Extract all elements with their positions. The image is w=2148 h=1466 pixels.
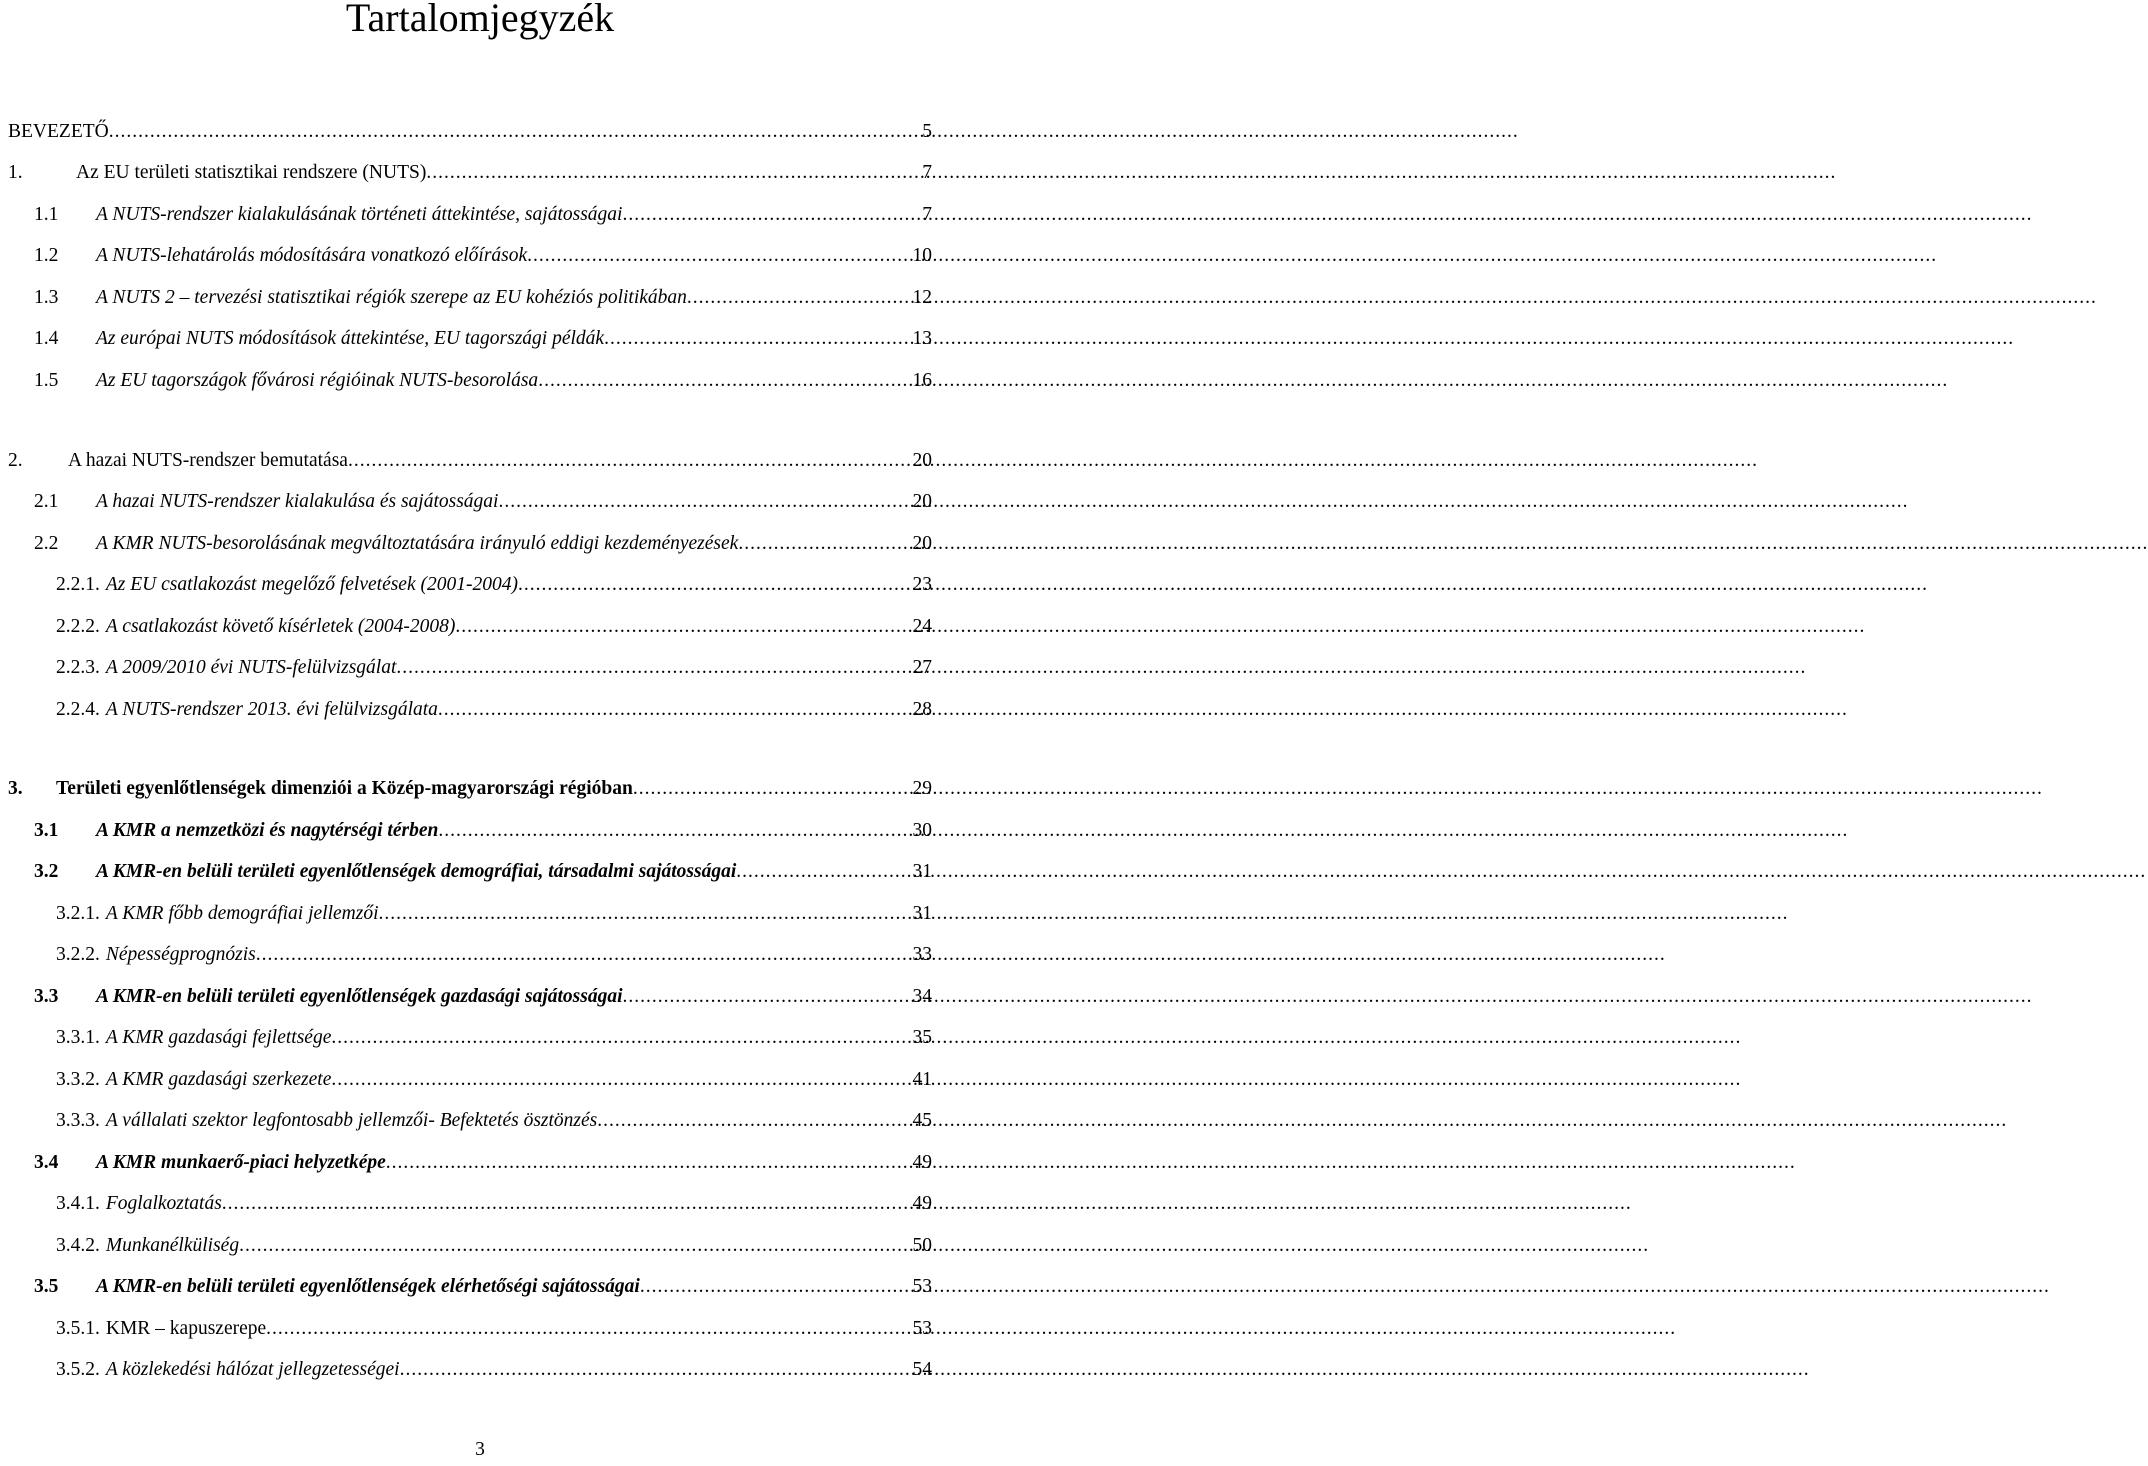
toc-leader-dots: [438, 696, 910, 724]
toc-entry-page: 49: [912, 1193, 932, 1214]
toc-entry-number: 1.3: [34, 287, 59, 308]
toc-entry-title: Foglalkoztatás: [105, 1193, 222, 1214]
toc-entry-title: Az EU csatlakozást megelőző felvetések (2001-2004): [105, 574, 518, 595]
toc-entry-title: A közlekedési hálózat jellegzetességei: [105, 1359, 400, 1380]
toc-entry-number: 2.2.2.: [56, 616, 100, 637]
toc-entry-title: A csatlakozást követő kísérletek (2004-2008): [105, 616, 456, 637]
toc-entry[interactable]: [34, 488, 932, 516]
toc-entry[interactable]: [34, 1149, 932, 1177]
toc-entry[interactable]: [34, 1273, 932, 1301]
toc-entry-number: 2.2.3.: [56, 657, 100, 678]
toc-leader-dots: [386, 1149, 910, 1177]
toc-entry-page: 13: [912, 328, 932, 349]
toc-entry-title: A KMR-en belüli területi egyenlőtlenségek elérhetőségi sajátosságai: [96, 1276, 640, 1297]
toc-entry-page: 28: [912, 699, 932, 720]
toc-entry-page: 34: [912, 986, 932, 1007]
toc-entry-page: 50: [912, 1235, 932, 1256]
toc-entry-page: 20: [912, 491, 932, 512]
toc-entry[interactable]: [34, 983, 932, 1011]
toc-entry-title: KMR – kapuszerepe: [105, 1318, 267, 1339]
toc-leader-dots: [498, 488, 909, 516]
toc-entry-page: 49: [912, 1152, 932, 1173]
toc-entry[interactable]: [56, 654, 932, 682]
toc-entry[interactable]: [56, 613, 932, 641]
toc-leader-dots: [518, 571, 910, 599]
toc-entry[interactable]: [56, 1024, 932, 1052]
toc-entry-title: A NUTS-rendszer 2013. évi felülvizsgálata: [105, 699, 438, 720]
toc-entry[interactable]: [34, 201, 932, 229]
toc-entry-page: 31: [912, 861, 932, 882]
toc-entry-number: 3.5: [34, 1276, 59, 1297]
toc-entry-page: 16: [912, 370, 932, 391]
toc-entry-page: 5: [922, 121, 932, 142]
toc-leader-dots: [622, 201, 919, 229]
toc-entry-page: 12: [912, 287, 932, 308]
toc-entry[interactable]: [34, 858, 932, 886]
toc-entry[interactable]: [56, 571, 932, 599]
toc-entry-number: 3.4.2.: [56, 1235, 100, 1256]
toc-entry-number: 1.1: [34, 204, 59, 225]
toc-entry-page: 45: [912, 1110, 932, 1131]
toc-leader-dots: [109, 118, 920, 146]
toc-entry-number: 3.: [8, 778, 23, 799]
toc-entry-title: A KMR-en belüli területi egyenlőtlenségek demográfiai, társadalmi sajátosságai: [96, 861, 737, 882]
toc-entry-page: 20: [912, 533, 932, 554]
toc-entry-page: 31: [912, 903, 932, 924]
toc-leader-dots: [256, 941, 910, 969]
toc-entry-title: Területi egyenlőtlenségek dimenziói a Közép-magyarországi régióban: [56, 778, 633, 799]
toc-entry-number: 2.2.1.: [56, 574, 100, 595]
toc-entry-page: 53: [912, 1318, 932, 1339]
toc-entry-page: 33: [912, 944, 932, 965]
toc-leader-dots: [604, 325, 909, 353]
toc-entry[interactable]: [56, 1066, 932, 1094]
toc-entry-page: 41: [912, 1069, 932, 1090]
toc-entry-title: Népességprognózis: [105, 944, 256, 965]
toc-entry-number: 3.5.2.: [56, 1359, 100, 1380]
toc-entry-title: A hazai NUTS-rendszer kialakulása és sajátosságai: [96, 491, 499, 512]
toc-entry-number: 3.1: [34, 820, 59, 841]
toc-entry-title: A NUTS-lehatárolás módosítására vonatkozó előírások: [96, 245, 528, 266]
toc-entry-title: A KMR-en belüli területi egyenlőtlenségek gazdasági sajátosságai: [96, 986, 623, 1007]
toc-entry-title: Az EU területi statisztikai rendszere (NUTS): [76, 162, 427, 183]
toc-entry-number: 3.4.1.: [56, 1193, 100, 1214]
toc-entry-page: 7: [922, 162, 932, 183]
toc-entry-title: A KMR a nemzetközi és nagytérségi térben: [96, 820, 439, 841]
toc-entry-page: 29: [912, 778, 932, 799]
toc-entry-number: 3.3.2.: [56, 1069, 100, 1090]
toc-entry[interactable]: [34, 284, 932, 312]
toc-leader-dots: [222, 1190, 910, 1218]
toc-entry-page: 23: [912, 574, 932, 595]
toc-leader-dots: [640, 1273, 910, 1301]
toc-entry[interactable]: [8, 447, 932, 475]
toc-entry-number: 1.: [8, 162, 23, 183]
toc-entry[interactable]: [56, 1356, 932, 1384]
toc-leader-dots: [331, 1024, 909, 1052]
toc-entry-title: A NUTS 2 – tervezési statisztikai régiók szerepe az EU kohéziós politikában: [96, 287, 687, 308]
toc-entry[interactable]: [8, 159, 932, 187]
toc-entry-title: A 2009/2010 évi NUTS-felülvizsgálat: [105, 657, 397, 678]
page-number: 3: [475, 1439, 485, 1460]
toc-entry[interactable]: [34, 325, 932, 353]
toc-entry[interactable]: [34, 530, 932, 558]
toc-entry-number: 1.5: [34, 370, 59, 391]
toc-entry-title: Az EU tagországok fővárosi régióinak NUTS-besorolása: [96, 370, 539, 391]
toc-entry-number: 2.2.4.: [56, 699, 100, 720]
toc-leader-dots: [348, 447, 910, 475]
toc-entry[interactable]: [56, 1232, 932, 1260]
toc-entry[interactable]: [56, 941, 932, 969]
toc-entry-number: 3.5.1.: [56, 1318, 100, 1339]
toc-leader-dots: [438, 817, 909, 845]
toc-entry[interactable]: [56, 1315, 932, 1343]
toc-entry-number: 2.2: [34, 533, 59, 554]
toc-leader-dots: [687, 284, 910, 312]
toc-entry-page: 24: [912, 616, 932, 637]
toc-entry-page: 35: [912, 1027, 932, 1048]
toc-leader-dots: [331, 1066, 909, 1094]
toc-leader-dots: [623, 983, 910, 1011]
toc-entry-number: 3.2.1.: [56, 903, 100, 924]
toc-entry[interactable]: [56, 900, 932, 928]
toc-leader-dots: [426, 159, 919, 187]
toc-entry-title: A KMR főbb demográfiai jellemzői: [105, 903, 379, 924]
toc-entry-number: 2.: [8, 450, 23, 471]
toc-entry-number: 3.3: [34, 986, 59, 1007]
toc-entry[interactable]: [56, 696, 932, 724]
toc-entry[interactable]: [34, 242, 932, 270]
toc-entry[interactable]: [8, 775, 932, 803]
toc-entry-number: BEVEZETŐ: [8, 121, 109, 142]
toc-entry-title: Munkanélküliség: [105, 1235, 240, 1256]
toc-leader-dots: [396, 654, 909, 682]
toc-leader-dots: [736, 858, 909, 886]
toc-entry[interactable]: [34, 367, 932, 395]
toc-entry-title: A vállalati szektor legfontosabb jellemzői- Befektetés ösztönzés: [105, 1110, 598, 1131]
toc-leader-dots: [239, 1232, 909, 1260]
toc-entry-number: 2.1: [34, 491, 59, 512]
toc-entry-number: 3.3.1.: [56, 1027, 100, 1048]
toc-entry-number: 3.2.2.: [56, 944, 100, 965]
toc-entry-number: 3.4: [34, 1152, 59, 1173]
toc-entry-number: 3.3.3.: [56, 1110, 100, 1131]
toc-entry-title: A NUTS-rendszer kialakulásának történeti áttekintése, sajátosságai: [96, 204, 623, 225]
toc-entry-page: 27: [912, 657, 932, 678]
toc-entry-page: 54: [912, 1359, 932, 1380]
toc-entry-page: 20: [912, 450, 932, 471]
toc-leader-dots: [597, 1107, 909, 1135]
toc-leader-dots: [538, 367, 909, 395]
toc-leader-dots: [527, 242, 909, 270]
toc-entry[interactable]: [56, 1190, 932, 1218]
toc-entry-title: A KMR gazdasági szerkezete: [105, 1069, 332, 1090]
toc-leader-dots: [455, 613, 909, 641]
toc-entry[interactable]: [56, 1107, 932, 1135]
toc-entry-title: A KMR munkaerő-piaci helyzetképe: [96, 1152, 386, 1173]
toc-leader-dots: [266, 1315, 909, 1343]
toc-entry-page: 53: [912, 1276, 932, 1297]
page-title: Tartalomjegyzék: [345, 0, 615, 40]
toc-leader-dots: [400, 1356, 910, 1384]
toc-entry-page: 30: [912, 820, 932, 841]
toc-entry-page: 7: [922, 204, 932, 225]
toc-leader-dots: [379, 900, 910, 928]
toc-entry-title: A KMR gazdasági fejlettsége: [105, 1027, 332, 1048]
toc-entry-number: 1.4: [34, 328, 59, 349]
toc-entry-title: A hazai NUTS-rendszer bemutatása: [68, 450, 348, 471]
toc-entry[interactable]: [8, 118, 932, 146]
toc-entry-number: 1.2: [34, 245, 59, 266]
toc-entry-number: 3.2: [34, 861, 59, 882]
toc-entry-page: 10: [912, 245, 932, 266]
toc-entry-title: A KMR NUTS-besorolásának megváltoztatására irányuló eddigi kezdeményezések: [96, 533, 739, 554]
toc-entry-title: Az európai NUTS módosítások áttekintése, EU tagországi példák: [96, 328, 605, 349]
toc-entry[interactable]: [34, 817, 932, 845]
toc-leader-dots: [633, 775, 910, 803]
toc-leader-dots: [738, 530, 909, 558]
